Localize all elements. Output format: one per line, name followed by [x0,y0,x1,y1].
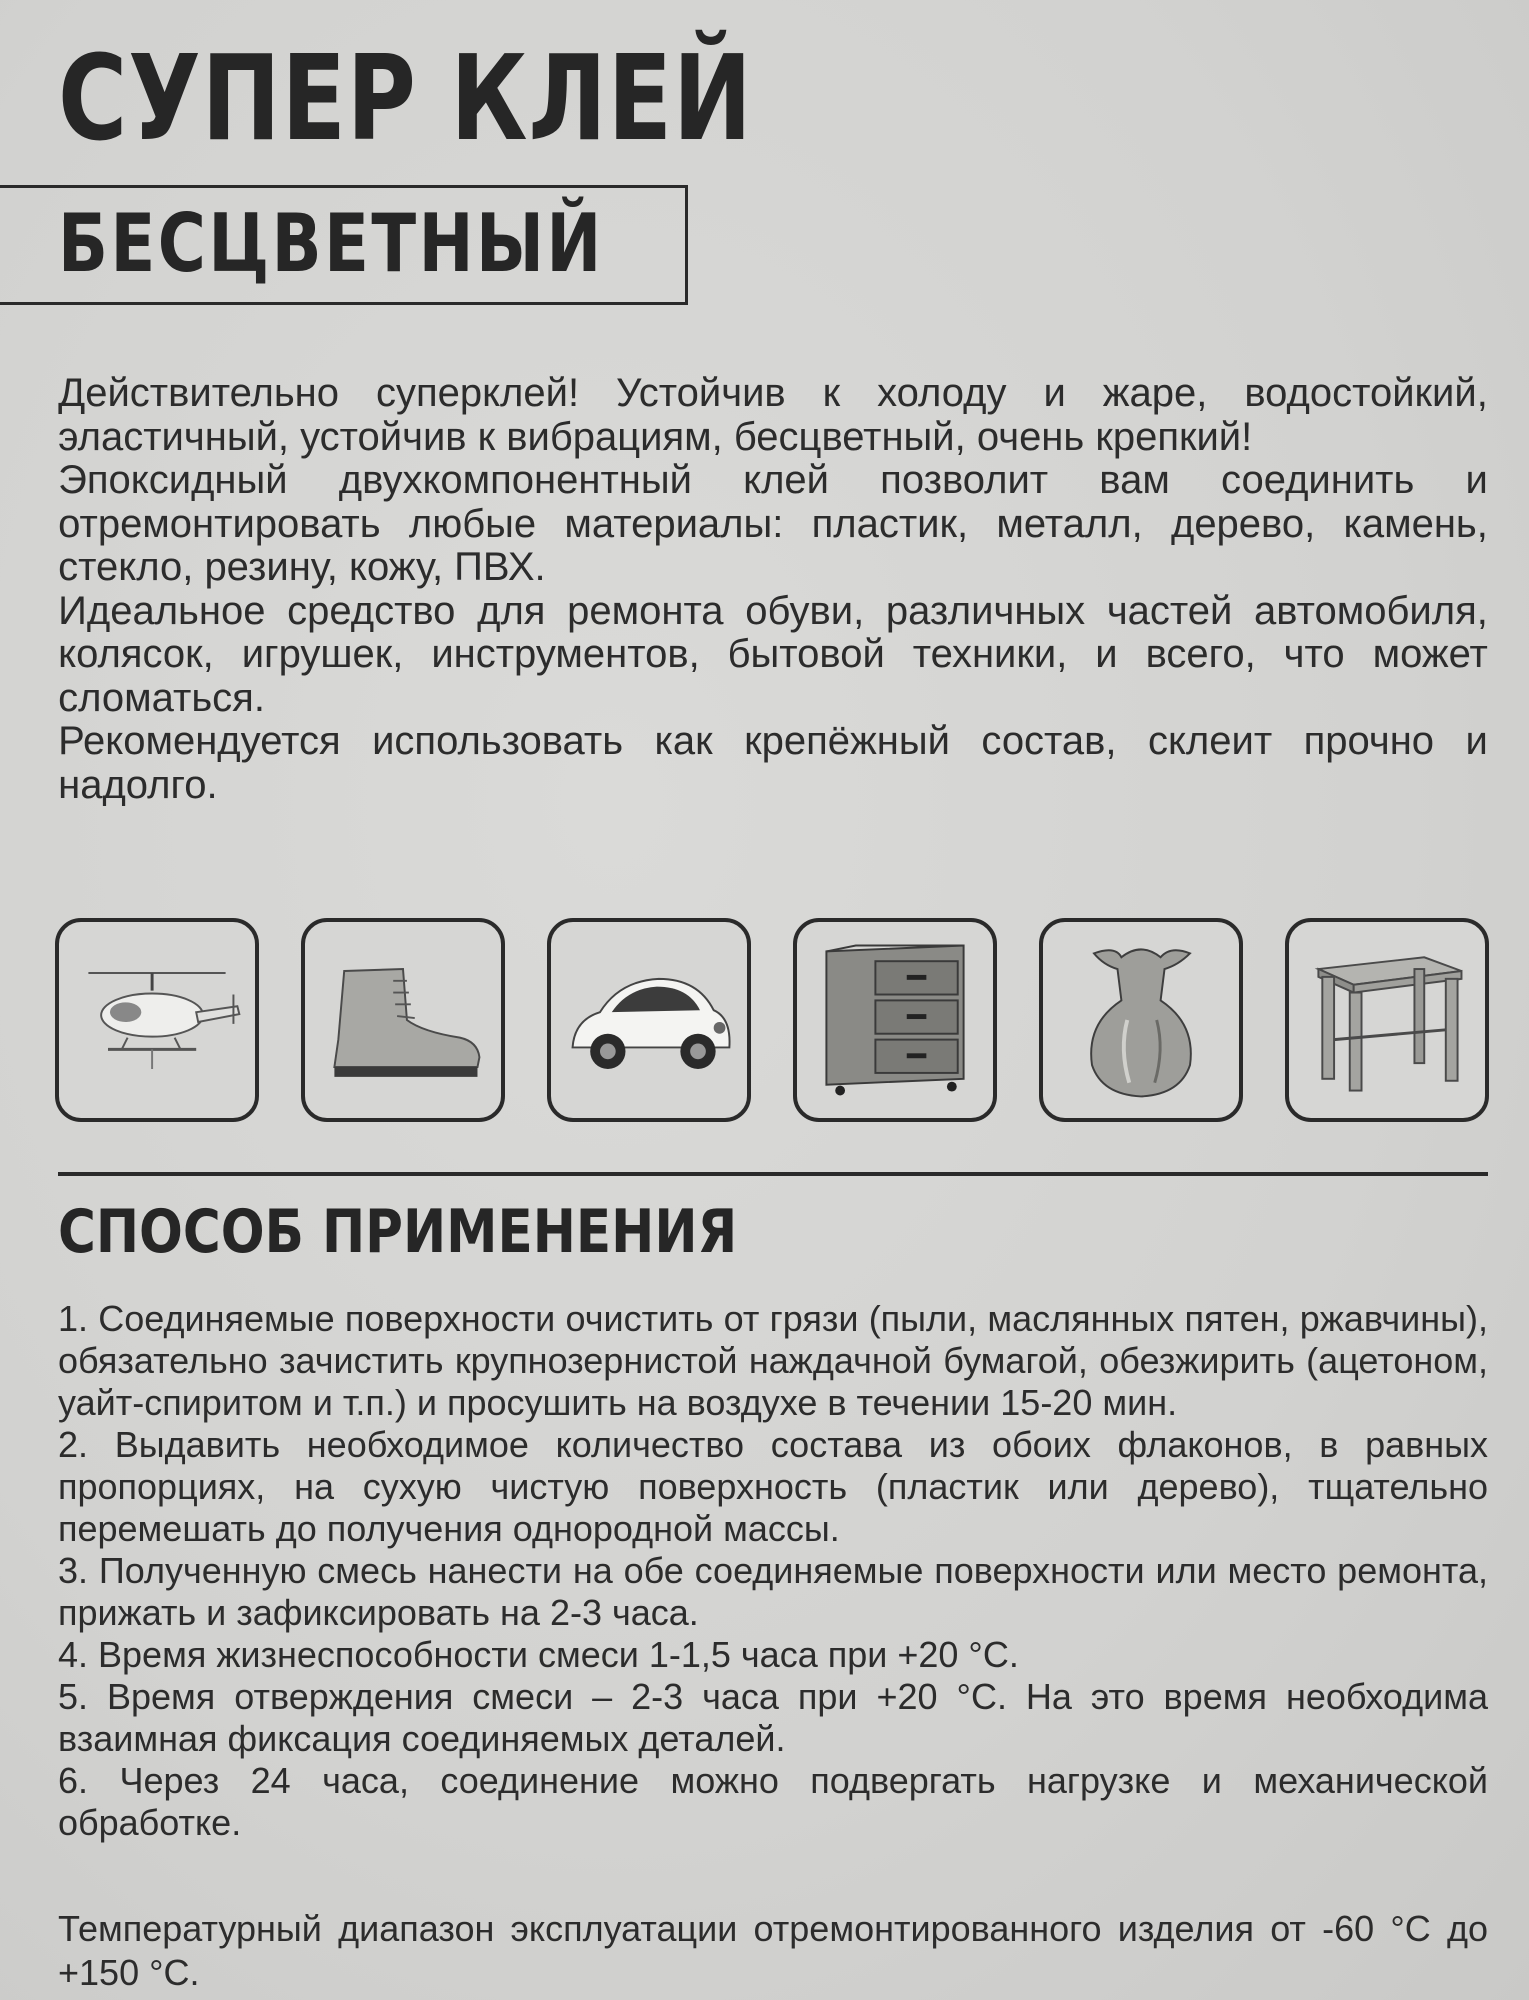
method-step: 5. Время отверждения смеси – 2-3 часа при +20 °С. На это время необходима взаимная фиксация соединяемых деталей. [58,1676,1488,1759]
product-subtitle: БЕСЦВЕТНЫЙ [58,197,604,290]
temperature-note: Температурный диапазон эксплуатации отремонтированного изделия от -60 °С до +150 °С. [58,1908,1488,1993]
description-paragraph: Рекомендуется использовать как крепёжный состав, склеит прочно и надолго. [58,719,1488,807]
method-step: 6. Через 24 часа, соединение можно подвергать нагрузке и механической обработке. [58,1760,1488,1843]
helicopter-icon [55,918,259,1122]
vase-drawing [1043,922,1239,1118]
application-icons-row [55,918,1490,1128]
boot-drawing [305,922,501,1118]
section-divider [58,1172,1488,1176]
car-drawing [551,922,747,1118]
drawer-cabinet-icon [793,918,997,1122]
product-title: СУПЕР КЛЕЙ [58,29,753,167]
method-step: 3. Полученную смесь нанести на обе соединяемые поверхности или место ремонта, прижать и зафиксировать на 2-3 часа. [58,1550,1488,1633]
description-paragraph: Идеальное средство для ремонта обуви, различных частей автомобиля, колясок, игрушек, инструментов, бытовой техники, и всего, что может сломаться. [58,588,1488,720]
boot-icon [301,918,505,1122]
method-step: 1. Соединяемые поверхности очистить от грязи (пыли, маслянных пятен, ржавчины), обязательно зачистить крупнозернистой наждачной бумагой, обезжирить (ацетоном, уайт-спиритом и т.п.) и просушить на воздухе в течении 15-20 мин. [58,1298,1488,1423]
method-heading: СПОСОБ ПРИМЕНЕНИЯ [58,1197,738,1267]
stool-icon [1285,918,1489,1122]
method-step: 4. Время жизнеспособности смеси 1-1,5 часа при +20 °С. [58,1634,1019,1675]
cabinet-drawing [797,922,993,1118]
car-icon [547,918,751,1122]
method-steps [58,1298,1488,1844]
description-paragraph: Действительно суперклей! Устойчив к холоду и жаре, водостойкий, эластичный, устойчив к вибрациям, бесцветный, очень крепкий! [58,371,1488,459]
helicopter-drawing [59,922,255,1118]
vase-icon [1039,918,1243,1122]
description-paragraph: Эпоксидный двухкомпонентный клей позволит вам соединить и отремонтировать любые материалы: пластик, металл, дерево, камень, стекло, резину, кожу, ПВХ. [58,458,1488,589]
description-block [58,372,1488,807]
stool-drawing [1289,922,1485,1118]
method-step: 2. Выдавить необходимое количество состава из обоих флаконов, в равных пропорциях, на сухую чистую поверхность (пластик или дерево), тщательно перемешать до получения однородной массы. [58,1424,1488,1549]
